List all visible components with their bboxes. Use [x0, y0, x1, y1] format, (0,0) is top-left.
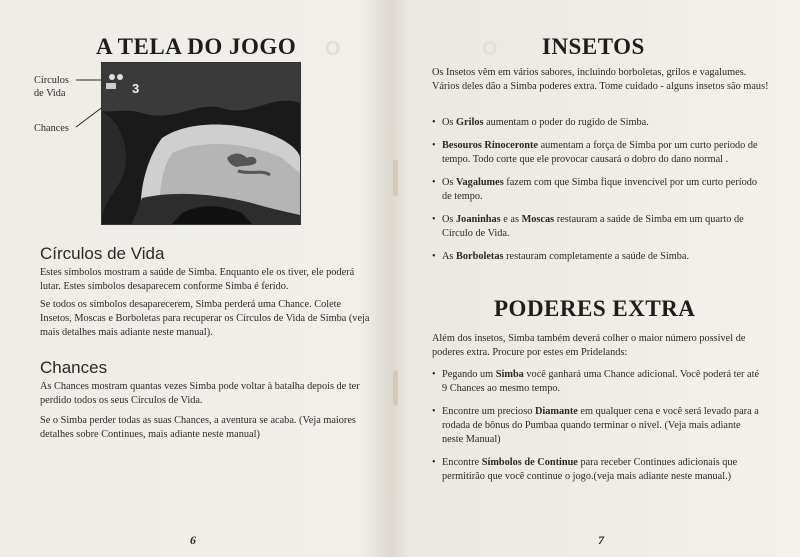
- paragraph: Os Insetos vêm em vários sabores, incluindo borboletas, grilos e vagalumes. Vários deles dão a Simba poderes extra. Tome cuidado - alguns insetos são maus!: [432, 67, 769, 92]
- page-number: 7: [598, 533, 604, 547]
- list-item: • Os Joaninhas e as Moscas restauram a saúde de Simba em um quarto de Círculo de Vida.: [432, 213, 762, 241]
- list-item: • Besouros Rinoceronte aumentam a força de Simba por um curto período de tempo. Todo corte que ele provocar causará o dobro do dano normal .: [432, 139, 762, 167]
- section-heading-circulos: Círculos de Vida: [40, 244, 165, 263]
- poderes-list: [432, 368, 762, 493]
- callout-chances: Chances: [34, 123, 69, 134]
- paragraph: Estes símbolos mostram a saúde de Simba. Enquanto ele os tiver, ele poderá lutar. Estes símbolos desaparecem conforme Simba é ferido.: [40, 267, 355, 292]
- page-title: A TELA DO JOGO: [96, 34, 297, 59]
- insetos-list: [432, 116, 762, 273]
- bleed-through-text: O: [482, 38, 498, 60]
- paragraph: Se o Simba perder todas as suas Chances, a aventura se acaba. (Veja maiores detalhes sobre Continues, mais adiante neste manual): [40, 415, 356, 440]
- list-item: • Os Vagalumes fazem com que Simba fique invencível por um curto período de tempo.: [432, 176, 762, 204]
- game-screenshot: [101, 62, 301, 225]
- list-item: • As Borboletas restauram completamente a saúde de Simba.: [432, 250, 762, 264]
- page-number: 6: [190, 533, 196, 547]
- staple-mark: [393, 160, 398, 196]
- section-heading-chances: Chances: [40, 358, 108, 377]
- paragraph: As Chances mostram quantas vezes Simba pode voltar à batalha depois de ter perdido todos os seus Círculos de Vida.: [40, 381, 360, 406]
- section-title-poderes-extra: PODERES EXTRA: [494, 296, 696, 321]
- list-item: • Encontre um precioso Diamante em qualquer cena e você será levado para a rodada de bônus do Pumbaa quando terminar o nível. (Veja mais adiante neste Manual): [432, 405, 762, 447]
- list-item: • Pegando um Simba você ganhará uma Chance adicional. Você poderá ter até 9 Chances ao mesmo tempo.: [432, 368, 762, 396]
- staple-mark: [393, 370, 398, 406]
- list-item: • Encontre Símbolos de Continue para receber Continues adicionais que permitirão que você continue o jogo.(veja mais adiante neste manual.): [432, 456, 762, 484]
- callout-line: de Vida: [34, 88, 66, 99]
- hud-chances-count: 3: [132, 81, 140, 96]
- callout-line: Círculos: [34, 75, 69, 86]
- bleed-through-text: O: [325, 38, 341, 60]
- section-title-insetos: INSETOS: [542, 34, 645, 59]
- list-item: • Os Grilos aumentam o poder do rugido de Simba.: [432, 116, 762, 130]
- paragraph: Além dos insetos, Simba também deverá colher o maior número possível de poderes extra. Procure por estes em Pridelands:: [432, 333, 746, 358]
- paragraph: Se todos os símbolos desaparecerem, Simba perderá uma Chance. Colete Insetos, Moscas e Borboletas para recuperar os Círculos de Vida de Simba (veja mais detalhes mais adiante neste manual).: [40, 299, 370, 338]
- left-page: [0, 0, 398, 557]
- right-page: [402, 0, 800, 557]
